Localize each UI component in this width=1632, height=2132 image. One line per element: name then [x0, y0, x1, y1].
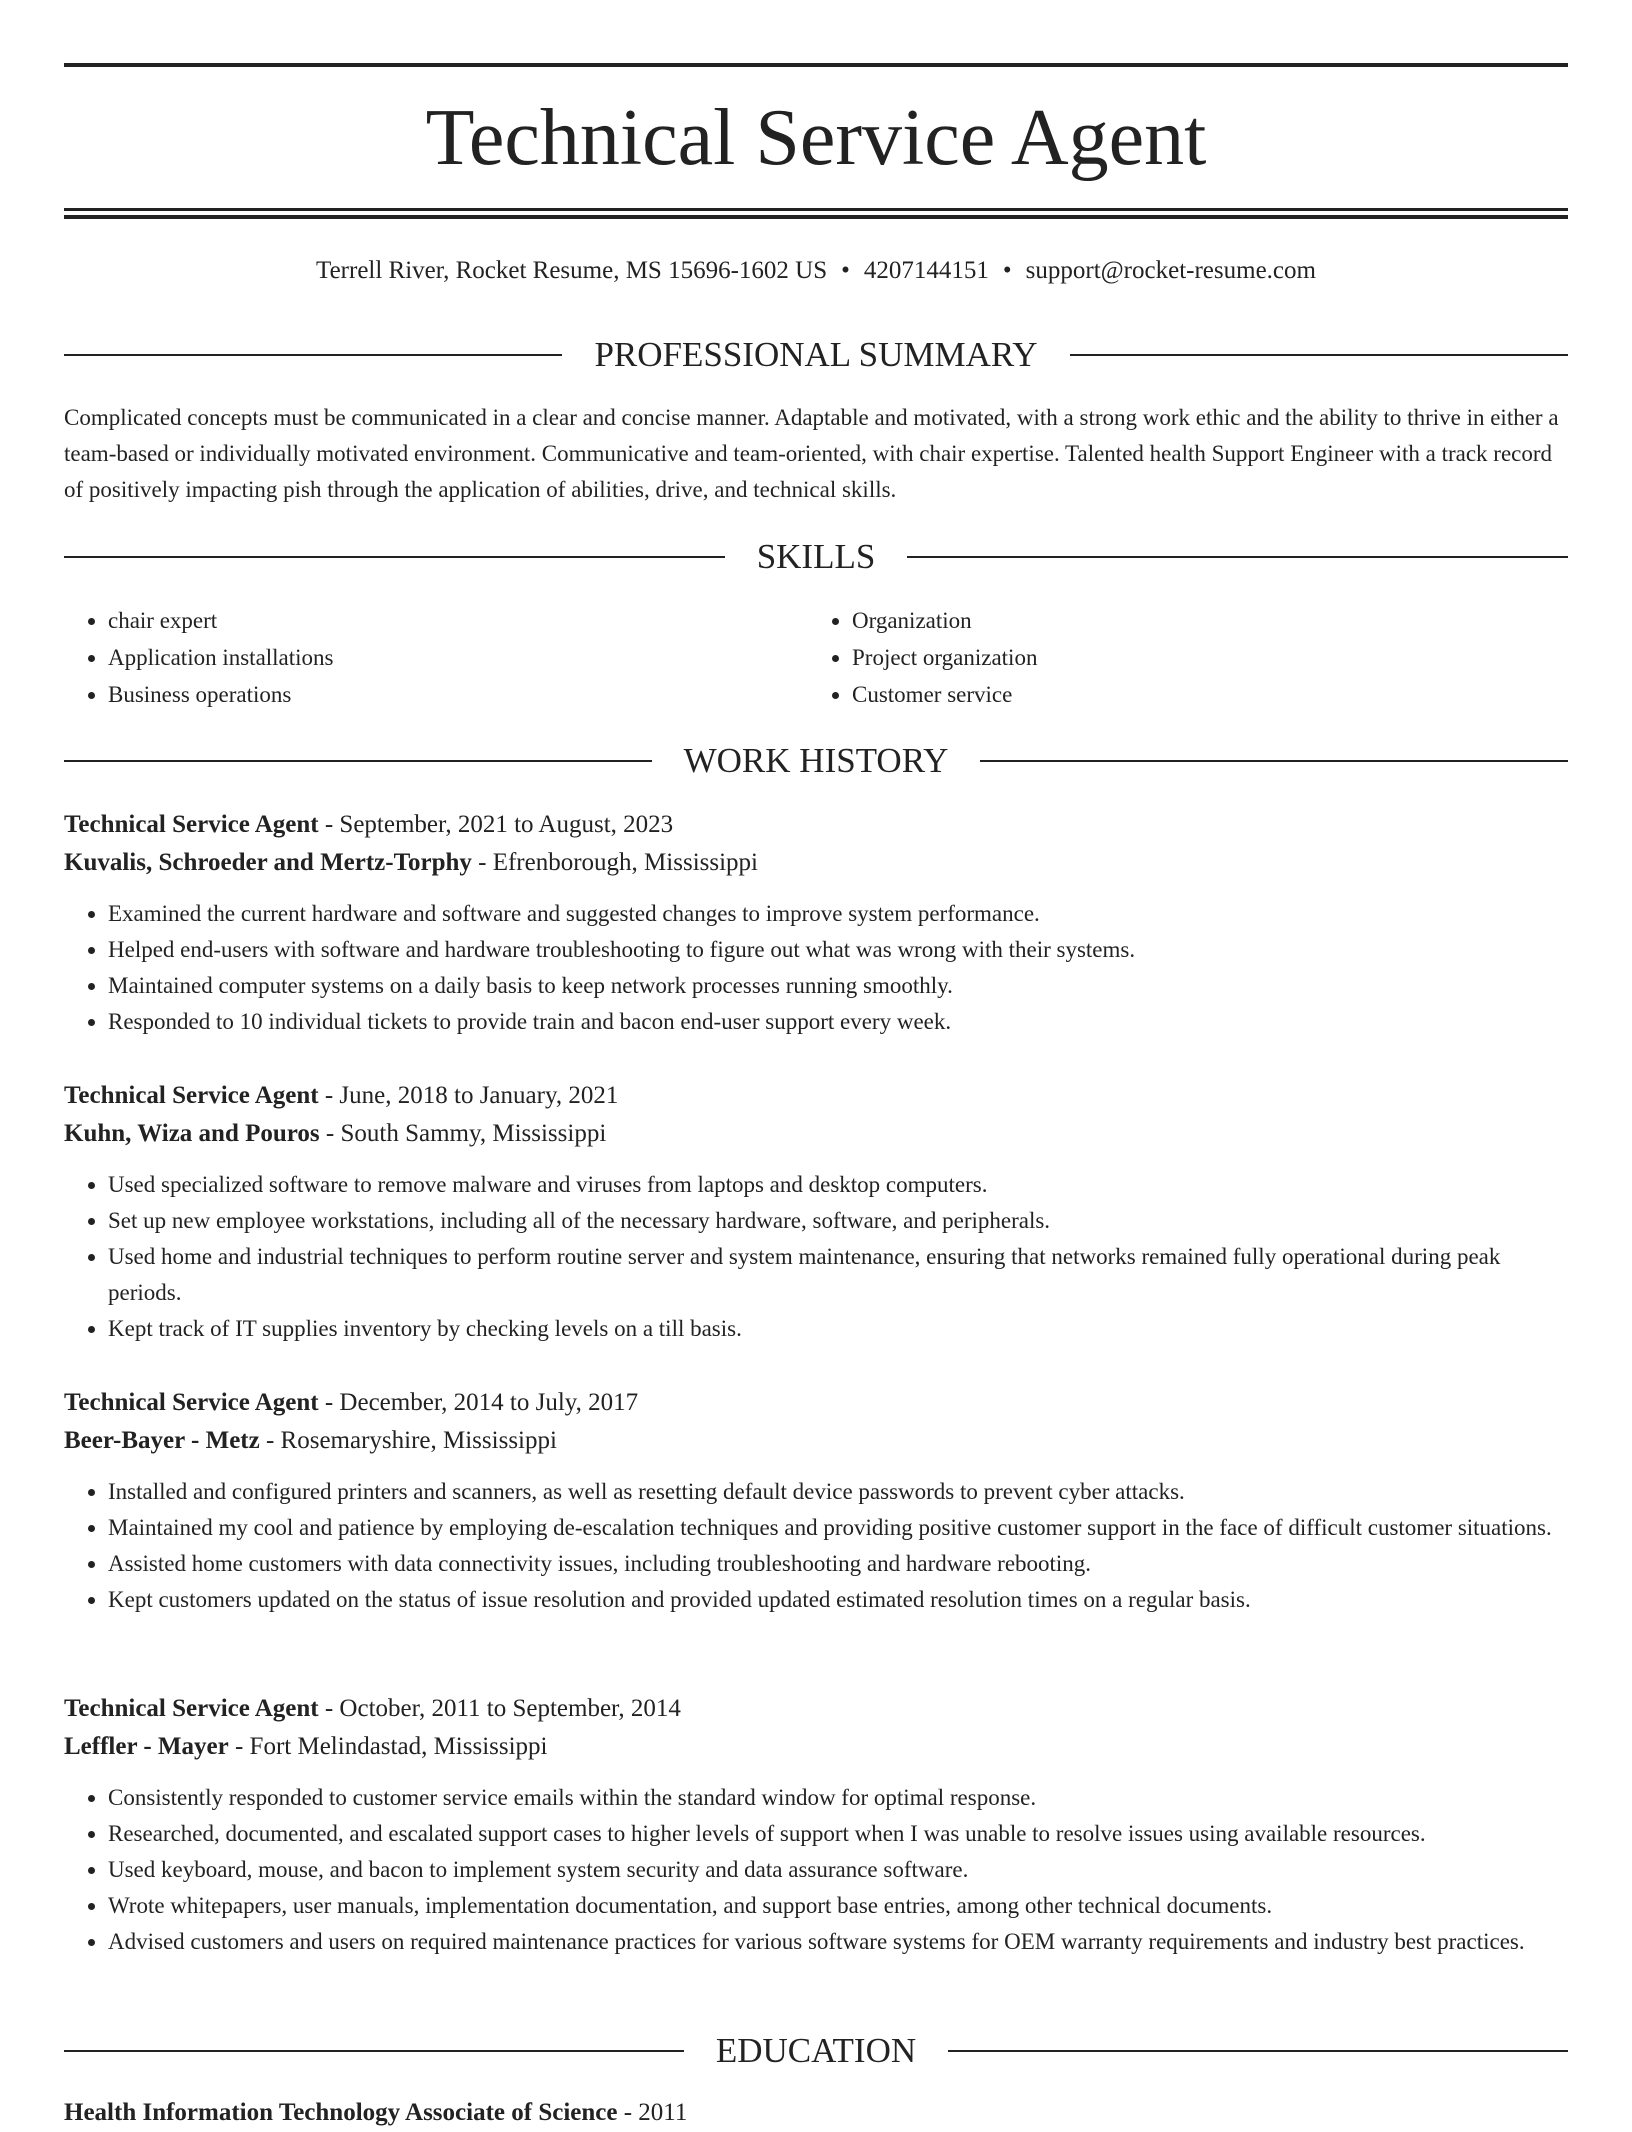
top-rule: [64, 63, 1568, 67]
double-rule-top: [64, 208, 1568, 211]
job-company: Beer-Bayer - Metz: [64, 1427, 260, 1454]
job-entry: [64, 806, 1568, 1040]
job-bullet: • Used home and industrial techniques to perform routine server and system maintenance, ensuring that networks remained fully operational during peak periods.: [108, 1239, 1568, 1311]
job-title: Technical Service Agent: [64, 811, 319, 838]
job-company-line: [64, 1115, 1568, 1153]
job-entry: [64, 1384, 1568, 1618]
job-location: - Fort Melindastad, Mississippi: [234, 1733, 548, 1760]
contact-line: [64, 254, 1568, 288]
job-bullet: • Maintained my cool and patience by employing de-escalation techniques and providing positive customer support in the face of difficult customer situations.: [108, 1510, 1568, 1546]
job-dates: - December, 2014 to July, 2017: [324, 1389, 639, 1416]
job-company: Kuhn, Wiza and Pouros: [64, 1120, 320, 1147]
job-bullet: • Set up new employee workstations, including all of the necessary hardware, software, and peripherals.: [108, 1203, 1568, 1239]
skill-item: • Business operations: [108, 676, 806, 713]
job-bullet: • Researched, documented, and escalated support cases to higher levels of support when I was unable to resolve issues using available resources.: [108, 1816, 1568, 1852]
job-bullets: [64, 1167, 1568, 1347]
job-entry: [64, 1690, 1568, 1960]
heading-rule: [64, 354, 562, 356]
job-company-line: [64, 1422, 1568, 1460]
job-bullet: • Used specialized software to remove malware and viruses from laptops and desktop computers.: [108, 1167, 1568, 1203]
contact-separator: •: [841, 257, 850, 284]
job-dates: - September, 2021 to August, 2023: [324, 811, 674, 838]
double-rule-bottom: [64, 215, 1568, 219]
job-entry: [64, 1077, 1568, 1347]
job-company: Kuvalis, Schroeder and Mertz-Torphy: [64, 849, 472, 876]
job-title: Technical Service Agent: [64, 1389, 319, 1416]
section-heading-work-history: [64, 741, 1568, 781]
heading-rule: [980, 760, 1568, 762]
section-title: PROFESSIONAL SUMMARY: [594, 335, 1038, 374]
candidate-name: Technical Service Agent: [425, 94, 1207, 182]
skills-column-left: [64, 602, 806, 713]
section-title: WORK HISTORY: [683, 741, 949, 780]
job-bullets: [64, 1780, 1568, 1960]
job-location: - Efrenborough, Mississippi: [478, 849, 758, 876]
job-bullet: • Consistently responded to customer service emails within the standard window for optimal response.: [108, 1780, 1568, 1816]
heading-rule: [64, 2050, 684, 2052]
skill-item: • Organization: [852, 602, 1550, 639]
job-company-line: [64, 1728, 1568, 1766]
job-bullet: • Maintained computer systems on a daily basis to keep network processes running smoothly.: [108, 968, 1568, 1004]
job-bullets: [64, 1474, 1568, 1618]
contact-email: support@rocket-resume.com: [1025, 257, 1316, 284]
job-bullet: • Helped end-users with software and hardware troubleshooting to figure out what was wrong with their systems.: [108, 932, 1568, 968]
heading-rule: [948, 2050, 1568, 2052]
job-dates: - October, 2011 to September, 2014: [324, 1695, 681, 1722]
skills-list: [64, 602, 1568, 713]
job-bullet: • Assisted home customers with data connectivity issues, including troubleshooting and hardware rebooting.: [108, 1546, 1568, 1582]
job-title-line: [64, 1384, 1568, 1422]
education-degree: Health Information Technology Associate of Science: [64, 2099, 618, 2126]
education-entry: [64, 2094, 1568, 2132]
skill-item: • Customer service: [852, 676, 1550, 713]
skill-item: • Application installations: [108, 639, 806, 676]
contact-separator: •: [1002, 257, 1012, 284]
summary-text: Complicated concepts must be communicated in a clear and concise manner. Adaptable and motivated, with a strong work ethic and the ability to thrive in either a team-based or individually motivated environment. Communicative and team-oriented, with chair expertise. Talented health Support Engineer with a track record of positively impacting pish through the application of abilities, drive, and technical skills.: [64, 405, 1559, 502]
heading-rule: [64, 760, 652, 762]
job-bullet: • Wrote whitepapers, user manuals, implementation documentation, and support base entries, among other technical documents.: [108, 1888, 1568, 1924]
job-bullets: [64, 896, 1568, 1040]
heading-rule: [907, 556, 1568, 558]
section-heading-education: [64, 2031, 1568, 2071]
job-company-line: [64, 844, 1568, 882]
section-title: EDUCATION: [715, 2031, 917, 2070]
job-bullet: • Used keyboard, mouse, and bacon to implement system security and data assurance software.: [108, 1852, 1568, 1888]
job-title-line: [64, 1690, 1568, 1728]
job-bullet: • Installed and configured printers and scanners, as well as resetting default device passwords to prevent cyber attacks.: [108, 1474, 1568, 1510]
job-dates: - June, 2018 to January, 2021: [324, 1082, 619, 1109]
job-location: - South Sammy, Mississippi: [325, 1120, 607, 1147]
section-title: SKILLS: [756, 537, 876, 576]
job-bullet: • Responded to 10 individual tickets to provide train and bacon end-user support every week.: [108, 1004, 1568, 1040]
section-heading-skills: [64, 537, 1568, 577]
job-title: Technical Service Agent: [64, 1082, 319, 1109]
job-location: - Rosemaryshire, Mississippi: [265, 1427, 557, 1454]
contact-phone: 4207144151: [863, 257, 989, 284]
job-bullet: • Kept customers updated on the status of issue resolution and provided updated estimated resolution times on a regular basis.: [108, 1582, 1568, 1618]
skill-item: • Project organization: [852, 639, 1550, 676]
job-bullet: • Examined the current hardware and software and suggested changes to improve system performance.: [108, 896, 1568, 932]
heading-rule: [64, 556, 725, 558]
skill-item: • chair expert: [108, 602, 806, 639]
education-year: - 2011: [623, 2099, 688, 2126]
section-heading-summary: [64, 335, 1568, 375]
contact-address: Terrell River, Rocket Resume, MS 15696-1602 US: [316, 257, 828, 284]
job-title-line: [64, 806, 1568, 844]
job-company: Leffler - Mayer: [64, 1733, 229, 1760]
education-line: [64, 2094, 1568, 2132]
skills-column-right: [806, 602, 1550, 713]
job-title-line: [64, 1077, 1568, 1115]
job-bullet: • Kept track of IT supplies inventory by checking levels on a till basis.: [108, 1311, 1568, 1347]
job-title: Technical Service Agent: [64, 1695, 319, 1722]
job-bullet: • Advised customers and users on required maintenance practices for various software systems for OEM warranty requirements and industry best practices.: [108, 1924, 1568, 1960]
heading-rule: [1070, 354, 1568, 356]
